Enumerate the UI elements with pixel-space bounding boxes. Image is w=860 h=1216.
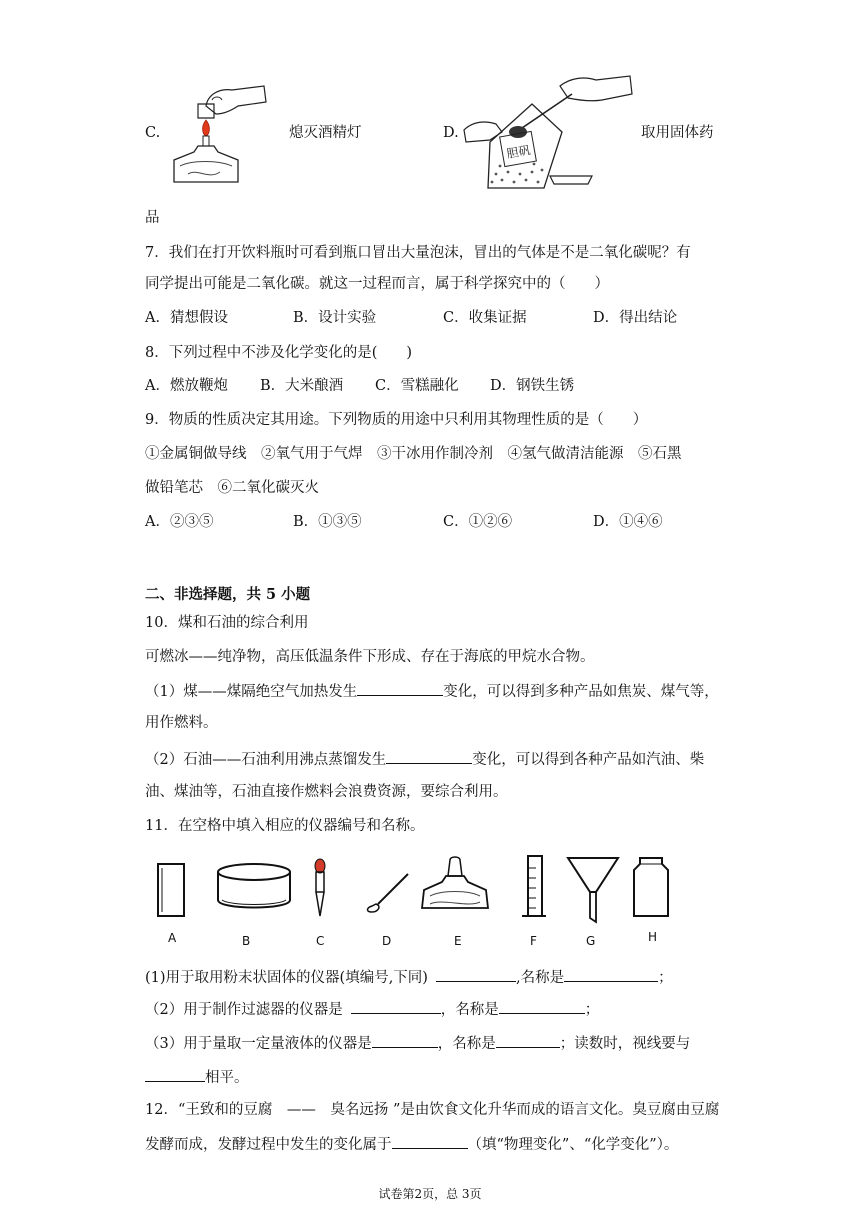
instrument-label-g: G bbox=[586, 934, 596, 948]
q10-part2-line bbox=[145, 748, 704, 770]
q11-part2-blank-name[interactable] bbox=[499, 998, 585, 1014]
instrument-label-a: A bbox=[168, 931, 177, 945]
q11-part2-text-a: （2）用于制作过滤器的仪器是 bbox=[145, 1002, 343, 1018]
q11-part3-blank-name[interactable] bbox=[496, 1032, 560, 1048]
q11-part2-text-b: ，名称是 bbox=[440, 1002, 499, 1018]
q9-option-a: A．②③⑤ bbox=[145, 514, 214, 530]
lab-instruments-figure bbox=[150, 850, 680, 930]
section-title: 二、非选择题，共 5 小题 bbox=[145, 586, 311, 603]
graduated-cylinder-icon bbox=[522, 856, 546, 916]
q6-option-d-text-cont: 品 bbox=[145, 210, 160, 226]
q9-stem: 9．物质的性质决定其用途。下列物质的用途中只利用其物理性质的是（ ） bbox=[145, 412, 648, 428]
q11-part3-blank-number[interactable] bbox=[372, 1032, 438, 1048]
q6-option-d-label: D. bbox=[443, 125, 459, 141]
q12-line2-text-b: （填“物理变化”、“化学变化”）。 bbox=[467, 1137, 679, 1153]
q9-option-d: D．①④⑥ bbox=[593, 514, 663, 530]
q8-option-b: B．大米酿酒 bbox=[260, 378, 344, 394]
q7-option-b: B．设计实验 bbox=[293, 310, 377, 326]
dropper-icon bbox=[315, 859, 325, 916]
q10-part1-blank[interactable] bbox=[357, 680, 443, 696]
instrument-label-e: E bbox=[454, 934, 462, 948]
q12-blank[interactable] bbox=[392, 1133, 468, 1149]
q10-part1-text-b: 变化，可以得到多种产品如焦炭、煤气等， bbox=[443, 684, 719, 700]
instrument-label-b: B bbox=[242, 934, 251, 948]
q7-stem-line1: 7．我们在打开饮料瓶时可看到瓶口冒出大量泡沫，冒出的气体是不是二氧化碳呢？有 bbox=[145, 245, 691, 261]
q9-option-c: C．①②⑥ bbox=[443, 514, 513, 530]
q6-option-d-text: 取用固体药 bbox=[641, 125, 714, 141]
q11-part3-text-d: 相平。 bbox=[205, 1070, 249, 1086]
alcohol-lamp-extinguish-figure bbox=[168, 76, 268, 190]
q11-part3-line2 bbox=[145, 1066, 249, 1088]
q8-option-d: D．钢铁生锈 bbox=[490, 378, 575, 394]
instrument-label-c: C bbox=[316, 934, 325, 948]
q9-line2: ①金属铜做导线 ②氧气用于气焊 ③干冰用作制冷剂 ④氢气做清洁能源 ⑤石黑 bbox=[145, 446, 682, 462]
q10-part2-text-a: （2）石油——石油利用沸点蒸馏发生 bbox=[145, 752, 387, 768]
q7-stem-line2: 同学提出可能是二氧化碳。就这一过程而言，属于科学探究中的（ ） bbox=[145, 276, 609, 292]
gas-jar-icon bbox=[634, 858, 668, 916]
q10-part1-line bbox=[145, 680, 719, 702]
instrument-label-f: F bbox=[530, 934, 537, 948]
q6-option-c-text: 熄灭酒精灯 bbox=[289, 125, 362, 141]
q10-part2-text-c: 油、煤油等，石油直接作燃料会浪费资源，要综合利用。 bbox=[145, 784, 508, 800]
q11-part1-blank-name[interactable] bbox=[564, 966, 658, 982]
funnel-icon bbox=[568, 858, 618, 922]
q6-option-c-label: C. bbox=[145, 125, 161, 141]
q11-part1-text-a: (1)用于取用粉末状固体的仪器(填编号,下同) bbox=[145, 970, 428, 986]
q7-option-d: D．得出结论 bbox=[593, 310, 678, 326]
q11-part2-blank-number[interactable] bbox=[351, 998, 441, 1014]
q11-part3-text-c: ；读数时，视线要与 bbox=[559, 1036, 691, 1052]
svg-text:胆矾: 胆矾 bbox=[505, 142, 532, 161]
q11-part3-blank-sight[interactable] bbox=[145, 1066, 205, 1082]
page-footer: 试卷第2页，总 3页 bbox=[378, 1187, 482, 1201]
q11-part2-line bbox=[145, 998, 599, 1020]
q10-ice-line: 可燃冰——纯净物，高压低温条件下形成、存在于海底的甲烷水合物。 bbox=[145, 649, 595, 665]
q8-option-a: A．燃放鞭炮 bbox=[145, 378, 228, 394]
q11-part3-text-b: ，名称是 bbox=[437, 1036, 496, 1052]
q12-line2-text-a: 发酵而成，发酵过程中发生的变化属于 bbox=[145, 1137, 392, 1153]
q7-option-a: A．猜想假设 bbox=[145, 310, 228, 326]
q8-option-c: C．雪糕融化 bbox=[375, 378, 459, 394]
crystallizing-dish-icon bbox=[218, 864, 290, 908]
q12-line1: 12．“王致和的豆腐 —— 臭名远扬 ”是由饮食文化升华而成的语言文化。臭豆腐由豆腐 bbox=[145, 1102, 720, 1118]
instrument-label-h: H bbox=[648, 930, 658, 944]
medicine-spoon-icon bbox=[368, 874, 409, 912]
alcohol-lamp-icon bbox=[422, 857, 488, 908]
q11-part1-line bbox=[145, 966, 673, 988]
q10-part2-text-b: 变化，可以得到各种产品如汽油、柴 bbox=[472, 752, 705, 768]
q11-part3-line bbox=[145, 1032, 690, 1054]
q9-line3: 做铅笔芯 ⑥二氧化碳灭火 bbox=[145, 480, 319, 496]
q8-stem: 8．下列过程中不涉及化学变化的是( ) bbox=[145, 345, 413, 361]
q11-part1-blank-number[interactable] bbox=[436, 966, 516, 982]
q12-line2 bbox=[145, 1133, 678, 1155]
q7-option-c: C．收集证据 bbox=[443, 310, 527, 326]
beaker-icon bbox=[158, 864, 184, 916]
solid-reagent-spoon-figure bbox=[462, 70, 634, 192]
q11-part2-text-c: ； bbox=[584, 1002, 600, 1018]
q10-stem: 10．煤和石油的综合利用 bbox=[145, 615, 309, 631]
instrument-label-d: D bbox=[382, 934, 392, 948]
q11-part1-text-c: ； bbox=[658, 970, 673, 986]
q10-part2-blank[interactable] bbox=[386, 748, 472, 764]
q10-part1-text-a: （1）煤——煤隔绝空气加热发生 bbox=[145, 684, 358, 700]
q9-option-b: B．①③⑤ bbox=[293, 514, 362, 530]
q11-stem: 11．在空格中填入相应的仪器编号和名称。 bbox=[145, 818, 425, 834]
q11-part3-text-a: （3）用于量取一定量液体的仪器是 bbox=[145, 1036, 372, 1052]
q10-part1-text-c: 用作燃料。 bbox=[145, 715, 218, 731]
q11-part1-text-b: ,名称是 bbox=[515, 970, 565, 986]
